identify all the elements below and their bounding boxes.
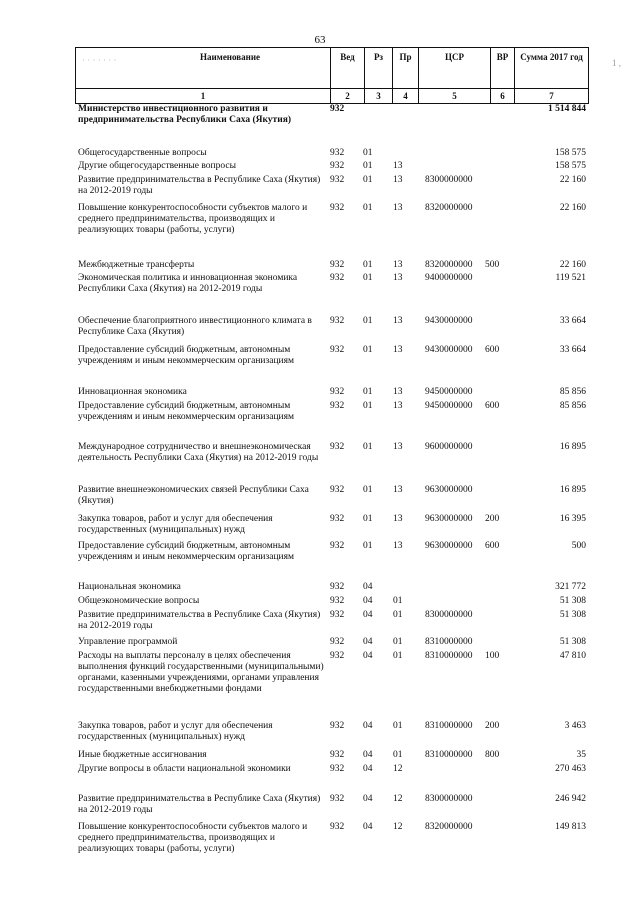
row-name: Предоставление субсидий бюджетным, автономным учреждениям и иным некоммерческим организациям: [78, 541, 295, 562]
row-name: Другие общегосударственные вопросы: [78, 161, 236, 171]
row-sum: 47 810: [559, 651, 586, 661]
row-vr: 100: [485, 651, 500, 661]
row-csr: 9630000000: [425, 541, 473, 551]
row-ved: 932: [330, 596, 345, 606]
row-csr: 8300000000: [425, 175, 473, 185]
row-sum: 51 308: [559, 596, 586, 606]
row-vr: 500: [485, 260, 500, 270]
col-header-pr: Пр: [393, 48, 419, 89]
row-csr: 9400000000: [425, 273, 473, 283]
row-sum: 500: [571, 541, 586, 551]
row-sum: 270 463: [555, 764, 586, 774]
row-rz: 01: [363, 485, 373, 495]
row-name: Закупка товаров, работ и услуг для обеспечения государственных (муниципальных) нужд: [78, 514, 273, 535]
row-sum: 321 772: [555, 582, 586, 592]
row-rz: 04: [363, 596, 373, 606]
row-ved: 932: [330, 764, 345, 774]
row-name: Управление программой: [78, 637, 178, 647]
row-name: Развитие предпринимательства в Республике Саха (Якутия) на 2012-2019 годы: [78, 794, 321, 815]
row-rz: 04: [363, 651, 373, 661]
row-rz: 01: [363, 387, 373, 397]
row-sum: 22 160: [559, 260, 586, 270]
row-name: Развитие внешнеэкономических связей Республики Саха (Якутия): [78, 485, 309, 506]
row-name: Закупка товаров, работ и услуг для обеспечения государственных (муниципальных) нужд: [78, 721, 273, 742]
row-rz: 01: [363, 203, 373, 213]
row-vr: 600: [485, 401, 500, 411]
col-header-sum: Сумма 2017 год: [515, 48, 589, 89]
row-csr: 8320000000: [425, 260, 473, 270]
row-csr: 8300000000: [425, 610, 473, 620]
row-sum: 51 308: [559, 637, 586, 647]
col-header-csr: ЦСР: [419, 48, 491, 89]
row-name: Предоставление субсидий бюджетным, автономным учреждениям и иным некоммерческим организациям: [78, 401, 295, 422]
row-ved: 932: [330, 485, 345, 495]
row-rz: 01: [363, 514, 373, 524]
row-pr: 12: [393, 794, 403, 804]
row-vr: 600: [485, 345, 500, 355]
col-header-name: Наименование: [76, 48, 331, 89]
row-sum: 158 575: [555, 161, 586, 171]
row-pr: 13: [393, 161, 403, 171]
row-ved: 932: [330, 721, 345, 731]
row-rz: 04: [363, 610, 373, 620]
row-pr: 13: [393, 260, 403, 270]
row-pr: 13: [393, 175, 403, 185]
row-name: Иные бюджетные ассигнования: [78, 750, 207, 760]
row-csr: 9430000000: [425, 316, 473, 326]
row-csr: 9630000000: [425, 485, 473, 495]
row-rz: 04: [363, 764, 373, 774]
row-ved: 932: [330, 750, 345, 760]
row-pr: 13: [393, 401, 403, 411]
row-name: Межбюджетные трансферты: [78, 260, 195, 270]
row-pr: 13: [393, 541, 403, 551]
row-name: Повышение конкурентоспособности субъектов малого и среднего предпринимательства, производящих и реализующих товары (работы, услуги): [78, 203, 308, 235]
row-csr: 8310000000: [425, 750, 473, 760]
row-name: Развитие предпринимательства в Республике Саха (Якутия) на 2012-2019 годы: [78, 175, 321, 196]
row-pr: 12: [393, 764, 403, 774]
row-name: Развитие предпринимательства в Республике Саха (Якутия) на 2012-2019 годы: [78, 610, 321, 631]
row-vr: 200: [485, 514, 500, 524]
row-name: Предоставление субсидий бюджетным, автономным учреждениям и иным некоммерческим организациям: [78, 345, 295, 366]
row-ved: 932: [330, 822, 345, 832]
row-rz: 01: [363, 273, 373, 283]
row-pr: 13: [393, 203, 403, 213]
row-rz: 04: [363, 582, 373, 592]
row-pr: 12: [393, 822, 403, 832]
row-sum: 33 664: [559, 345, 586, 355]
row-pr: 13: [393, 442, 403, 452]
row-name: Расходы на выплаты персоналу в целях обеспечения выполнения функций государственными (муниципальными) органами, казенными учреждениями, органами управления государственными внебюджетными фондами: [78, 651, 324, 694]
row-pr: 01: [393, 596, 403, 606]
row-pr: 01: [393, 721, 403, 731]
row-sum: 35: [576, 750, 586, 760]
row-rz: 01: [363, 161, 373, 171]
row-pr: 13: [393, 273, 403, 283]
row-csr: 9450000000: [425, 387, 473, 397]
row-csr: 9450000000: [425, 401, 473, 411]
col-header-vr: ВР: [491, 48, 515, 89]
col-num-3: 3: [365, 89, 393, 104]
page-number: 63: [314, 34, 326, 46]
col-num-2: 2: [331, 89, 365, 104]
row-csr: 9430000000: [425, 345, 473, 355]
row-ved: 932: [330, 260, 345, 270]
row-csr: 8300000000: [425, 794, 473, 804]
row-name: Экономическая политика и инновационная экономика Республики Саха (Якутия) на 2012-2019 годы: [78, 273, 298, 294]
row-sum: 33 664: [559, 316, 586, 326]
row-sum: 51 308: [559, 610, 586, 620]
row-ved: 932: [330, 651, 345, 661]
row-rz: 01: [363, 260, 373, 270]
row-sum: 85 856: [559, 387, 586, 397]
edge-mark: 1 ,: [612, 58, 621, 68]
row-sum: 16 895: [559, 485, 586, 495]
row-name: Повышение конкурентоспособности субъектов малого и среднего предпринимательства, производящих и реализующих товары (работы, услуги): [78, 822, 308, 854]
row-ved: 932: [330, 794, 345, 804]
row-pr: 13: [393, 345, 403, 355]
row-pr: 13: [393, 387, 403, 397]
row-rz: 04: [363, 750, 373, 760]
row-rz: 01: [363, 175, 373, 185]
row-vr: 600: [485, 541, 500, 551]
row-pr: 13: [393, 485, 403, 495]
row-name: Общегосударственные вопросы: [78, 148, 207, 158]
row-ved: 932: [330, 514, 345, 524]
col-num-7: 7: [515, 89, 589, 104]
row-pr: 13: [393, 514, 403, 524]
row-rz: 01: [363, 345, 373, 355]
row-ved: 932: [330, 541, 345, 551]
row-vr: 200: [485, 721, 500, 731]
row-sum: 16 395: [559, 514, 586, 524]
row-ved: 932: [330, 582, 345, 592]
col-num-1: 1: [76, 89, 331, 104]
row-rz: 04: [363, 721, 373, 731]
row-sum: 22 160: [559, 175, 586, 185]
col-header-ved: Вед: [331, 48, 365, 89]
row-name: Министерство инвестиционного развития и предпринимательства Республики Саха (Якутия): [78, 104, 291, 125]
row-ved: 932: [330, 387, 345, 397]
row-csr: 9630000000: [425, 514, 473, 524]
row-ved: 932: [330, 161, 345, 171]
row-ved: 932: [330, 345, 345, 355]
row-rz: 01: [363, 316, 373, 326]
row-ved: 932: [330, 610, 345, 620]
row-name: Другие вопросы в области национальной экономики: [78, 764, 291, 774]
row-name: Инновационная экономика: [78, 387, 187, 397]
row-rz: 01: [363, 401, 373, 411]
row-ved: 932: [330, 442, 345, 452]
row-vr: 800: [485, 750, 500, 760]
row-name: Международное сотрудничество и внешнеэкономическая деятельность Республики Саха (Якутия) на 2012-2019 годы: [78, 442, 319, 463]
row-csr: 8320000000: [425, 203, 473, 213]
row-sum: 3 463: [564, 721, 586, 731]
row-sum: 149 813: [555, 822, 586, 832]
row-sum: 85 856: [559, 401, 586, 411]
row-csr: 9600000000: [425, 442, 473, 452]
row-sum: 22 160: [559, 203, 586, 213]
row-csr: 8310000000: [425, 721, 473, 731]
row-csr: 8310000000: [425, 651, 473, 661]
row-sum: 246 942: [555, 794, 586, 804]
row-rz: 01: [363, 541, 373, 551]
faint-mark: · · · · · · ·: [82, 55, 117, 65]
row-pr: 01: [393, 651, 403, 661]
row-rz: 04: [363, 637, 373, 647]
col-num-4: 4: [393, 89, 419, 104]
row-ved: 932: [330, 273, 345, 283]
row-ved: 932: [330, 401, 345, 411]
row-sum: 158 575: [555, 148, 586, 158]
col-num-6: 6: [491, 89, 515, 104]
row-csr: 8310000000: [425, 637, 473, 647]
row-name: Обеспечение благоприятного инвестиционного климата в Республике Саха (Якутия): [78, 316, 312, 337]
row-sum: 16 895: [559, 442, 586, 452]
row-ved: 932: [330, 175, 345, 185]
col-header-rz: Рз: [365, 48, 393, 89]
row-name: Национальная экономика: [78, 582, 181, 592]
row-ved: 932: [330, 637, 345, 647]
row-pr: 01: [393, 610, 403, 620]
row-csr: 8320000000: [425, 822, 473, 832]
row-sum: 119 521: [555, 273, 586, 283]
row-ved: 932: [330, 316, 345, 326]
row-sum: 1 514 844: [548, 104, 586, 114]
col-num-5: 5: [419, 89, 491, 104]
row-rz: 04: [363, 794, 373, 804]
row-ved: 932: [330, 148, 345, 158]
row-rz: 01: [363, 442, 373, 452]
row-rz: 01: [363, 148, 373, 158]
row-pr: 13: [393, 316, 403, 326]
row-pr: 01: [393, 750, 403, 760]
row-ved: 932: [330, 104, 345, 114]
row-pr: 01: [393, 637, 403, 647]
row-ved: 932: [330, 203, 345, 213]
table-header: [75, 47, 589, 104]
row-name: Общеэкономические вопросы: [78, 596, 200, 606]
row-rz: 04: [363, 822, 373, 832]
